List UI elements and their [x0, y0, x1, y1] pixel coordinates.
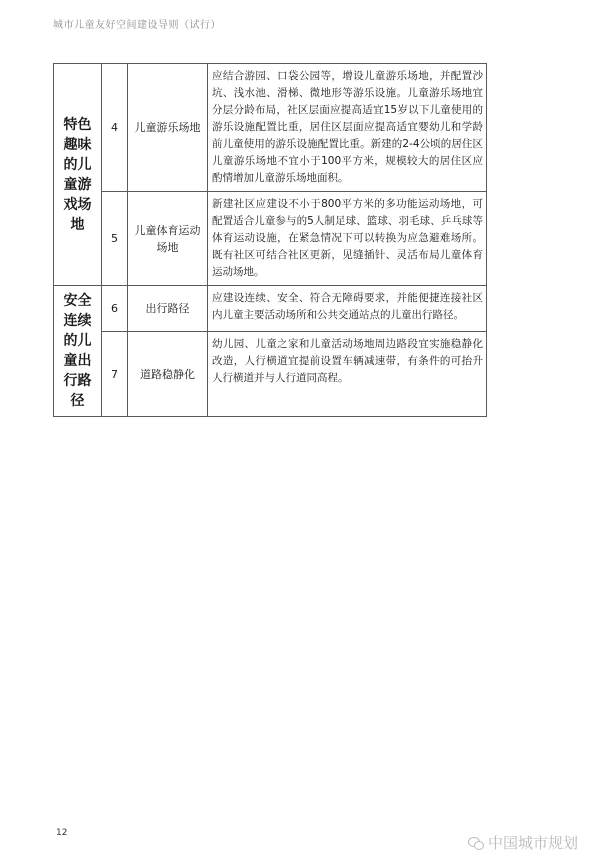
watermark — [468, 832, 578, 853]
item-description: 幼儿园、儿童之家和儿童活动场地周边路段宜实施稳静化改造，人行横道宜提前设置车辆减速带，有条件的可抬升人行横道并与人行道同高程。 — [208, 332, 487, 417]
page-header: 城市儿童友好空间建设导则（试行） — [53, 20, 221, 31]
row-number: 6 — [102, 286, 128, 332]
row-number: 7 — [102, 332, 128, 417]
table-row — [54, 192, 487, 286]
page-number: 12 — [56, 828, 68, 838]
table-row — [54, 64, 487, 192]
table-row — [54, 286, 487, 332]
item-name: 儿童游乐场地 — [128, 64, 208, 192]
item-description: 应建设连续、安全、符合无障碍要求，并能便捷连接社区内儿童主要活动场所和公共交通站点的儿童出行路径。 — [208, 286, 487, 332]
item-name: 儿童体育运动场地 — [128, 192, 208, 286]
category-cell: 安全连续的儿童出行路径 — [54, 286, 102, 417]
table-row — [54, 332, 487, 417]
item-name: 道路稳静化 — [128, 332, 208, 417]
category-cell: 特色趣味的儿童游戏场地 — [54, 64, 102, 286]
guideline-table — [53, 63, 487, 417]
row-number: 5 — [102, 192, 128, 286]
item-description: 应结合游园、口袋公园等，增设儿童游乐场地，并配置沙坑、浅水池、滑梯、微地形等游乐设施。儿童游乐场地宜分层分龄布局，社区层面应提高适宜15岁以下儿童使用的游乐设施配置比重，居住区层面应提高适宜婴幼儿和学龄前儿童使用的游乐设施配置比重。新建的2-4公顷的居住区儿童游乐场地不宜小于100平方米，规模较大的居住区应酌情增加儿童游乐场地面积。 — [208, 64, 487, 192]
watermark-text: 中国城市规划 — [488, 834, 579, 852]
item-name: 出行路径 — [128, 286, 208, 332]
wechat-icon — [468, 836, 484, 850]
item-description: 新建社区应建设不小于800平方米的多功能运动场地，可配置适合儿童参与的5人制足球、篮球、羽毛球、乒乓球等体育运动设施，在紧急情况下可以转换为应急避难场所。既有社区可结合社区更新，见缝插针、灵活布局儿童体育运动场地。 — [208, 192, 487, 286]
row-number: 4 — [102, 64, 128, 192]
